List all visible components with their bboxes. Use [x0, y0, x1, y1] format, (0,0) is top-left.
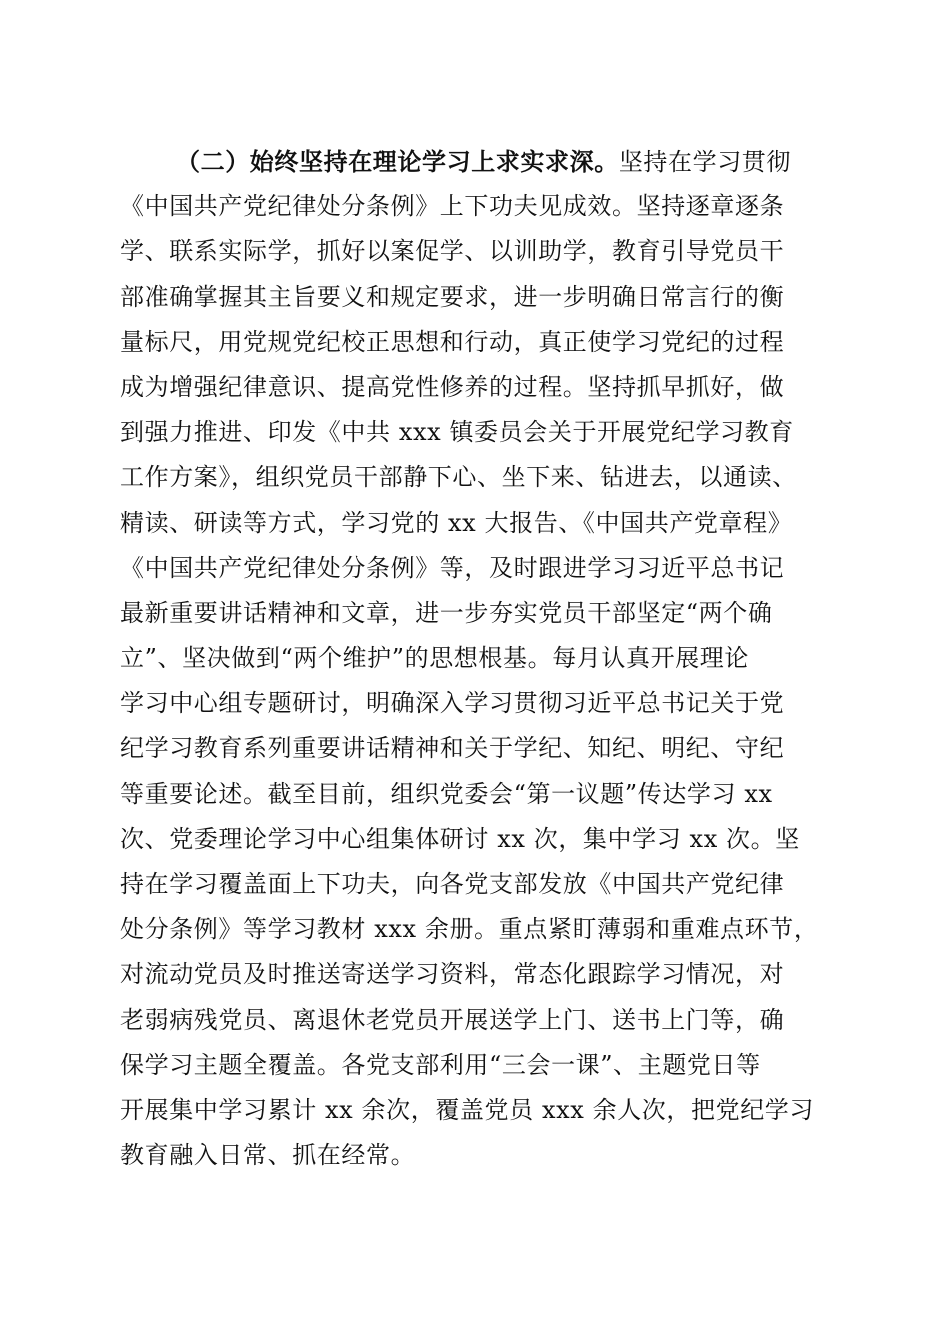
- paragraph-line: 《中国共产党纪律处分条例》上下功夫见成效。坚持逐章逐条: [120, 192, 785, 221]
- paragraph-line: 到强力推进、印发《中共 xxx 镇委员会关于开展党纪学习教育: [120, 418, 794, 447]
- paragraph-line: 对流动党员及时推送寄送学习资料，常态化跟踪学习情况，对: [120, 960, 785, 989]
- paragraph-line: 持在学习覆盖面上下功夫，向各党支部发放《中国共产党纪律: [120, 870, 785, 898]
- paragraph-line: 次、党委理论学习中心组集体研讨 xx 次，集中学习 xx 次。坚: [120, 824, 800, 853]
- paragraph-line: 教育融入日常、抓在经常。: [120, 1141, 416, 1170]
- paragraph-line: 《中国共产党纪律处分条例》等，及时跟进学习习近平总书记: [120, 553, 785, 582]
- paragraph-text: 坚持在学习贯彻: [618, 148, 792, 176]
- paragraph-line: 开展集中学习累计 xx 余次，覆盖党员 xxx 余人次，把党纪学习: [120, 1095, 814, 1124]
- paragraph-line: 工作方案》，组织党员干部静下心、坐下来、钻进去，以通读、: [120, 463, 797, 492]
- paragraph-line: 老弱病残党员、离退休老党员开展送学上门、送书上门等，确: [120, 1005, 785, 1034]
- paragraph-line: 纪学习教育系列重要讲话精神和关于学纪、知纪、明纪、守纪: [120, 734, 785, 763]
- paragraph-line: 精读、研读等方式，学习党的 xx 大报告、《中国共产党章程》: [120, 508, 793, 537]
- paragraph-line: 成为增强纪律意识、提高党性修养的过程。坚持抓早抓好，做: [120, 372, 785, 401]
- paragraph-section-2: [120, 139, 840, 1178]
- paragraph-line: 处分条例》等学习教材 xxx 余册。重点紧盯薄弱和重难点环节，: [120, 915, 819, 944]
- paragraph-line: 部准确掌握其主旨要义和规定要求，进一步明确日常言行的衡: [120, 282, 785, 311]
- paragraph-line: 量标尺，用党规党纪校正思想和行动，真正使学习党纪的过程: [120, 327, 785, 356]
- paragraph-line: 立”、坚决做到“两个维护”的思想根基。每月认真开展理论: [120, 644, 750, 673]
- paragraph-line: 最新重要讲话精神和文章，进一步夯实党员干部坚定“两个确: [120, 598, 773, 627]
- paragraph-line: 等重要论述。截至目前，组织党委会“第一议题”传达学习 xx: [120, 779, 773, 808]
- paragraph-line: [120, 139, 840, 184]
- paragraph-line: 学、联系实际学，抓好以案促学、以训助学，教育引导党员干: [120, 237, 785, 266]
- paragraph-line: 学习中心组专题研讨，明确深入学习贯彻习近平总书记关于党: [120, 689, 785, 718]
- paragraph-line: 保学习主题全覆盖。各党支部利用“三会一课”、主题党日等: [120, 1050, 761, 1079]
- section-heading: （二）始终坚持在理论学习上求实求深。: [176, 147, 619, 176]
